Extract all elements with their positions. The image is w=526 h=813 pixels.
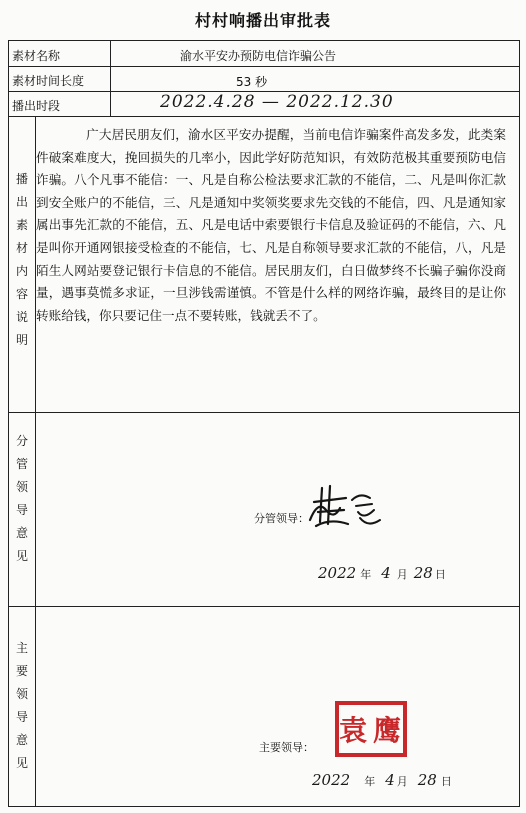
principal-date-year: 2022 xyxy=(312,771,351,789)
table-border-bottom xyxy=(8,806,520,807)
content-text: 广大居民朋友们，渝水区平安办提醒，当前电信诈骗案件高发多发，此类案件破案难度大，挽回损失的几率小，因此学好防范知识，有效防范极其重要预防电信诈骗。八个凡事不能信：一、凡是自称公检法要求汇款的不能信，二、凡是叫你汇款到安全账户的不能信，三、凡是通知中奖领奖要求先交钱的不能信，四、凡是通知家属出事先汇款的不能信，五、凡是电话中索要银行卡信息及验证码的不能信，六、凡是叫你开通网银接受检查的不能信，七、凡是自称领导要求汇款的不能信，八，凡是陌生人网站要登记银行卡信息的不能信。居民朋友们，白日做梦终不长骗子骗你没商量，遇事莫慌多求证，一旦涉钱需谨慎。不管是什么样的网络诈骗，最终目的是让你转账给钱，你只要记住一点不要转账，钱就丢不了。 xyxy=(36,127,506,323)
content-section-label: 播出素材内容说明 xyxy=(15,172,28,347)
principal-date-month: 4 xyxy=(385,771,395,789)
supervisor-sign-label: 分管领导： xyxy=(254,512,309,525)
table-border-right xyxy=(519,40,520,806)
supervisor-date-year: 2022 xyxy=(318,564,357,582)
material-name-label: 素材名称 xyxy=(12,49,61,63)
table-row-divider xyxy=(8,116,520,117)
material-name-value: 渝水平安办预防电信诈骗公告 xyxy=(180,49,337,63)
table-border-left xyxy=(8,40,9,806)
principal-date: 2022 年 4 月 28 日 xyxy=(312,771,452,789)
supervisor-date-month: 4 xyxy=(381,564,391,582)
form-title: 村村响播出审批表 xyxy=(194,11,331,30)
table-row-divider xyxy=(8,66,520,67)
principal-section-label: 主要领导意见 xyxy=(15,641,28,770)
table-border-top xyxy=(8,40,520,41)
air-period-value: 2022.4.28 — 2022.12.30 xyxy=(160,92,394,112)
duration-value: 53 秒 xyxy=(236,75,268,89)
principal-sign-label: 主要领导： xyxy=(259,741,314,754)
svg-text:鹰: 鹰 xyxy=(372,714,402,747)
svg-text:袁: 袁 xyxy=(338,714,368,747)
supervisor-signature xyxy=(300,480,386,536)
principal-seal-stamp xyxy=(334,700,408,758)
principal-date-day: 28 xyxy=(417,771,437,789)
duration-label: 素材时间长度 xyxy=(12,74,85,88)
table-col-divider xyxy=(110,40,111,116)
air-period-label: 播出时段 xyxy=(12,99,61,113)
supervisor-date-day: 28 xyxy=(413,564,433,582)
supervisor-date: 2022 年 4 月 28 日 xyxy=(318,564,446,582)
content-description xyxy=(36,124,506,404)
supervisor-section-label: 分管领导意见 xyxy=(15,434,28,563)
table-row-divider xyxy=(8,606,520,607)
table-row-divider xyxy=(8,412,520,413)
